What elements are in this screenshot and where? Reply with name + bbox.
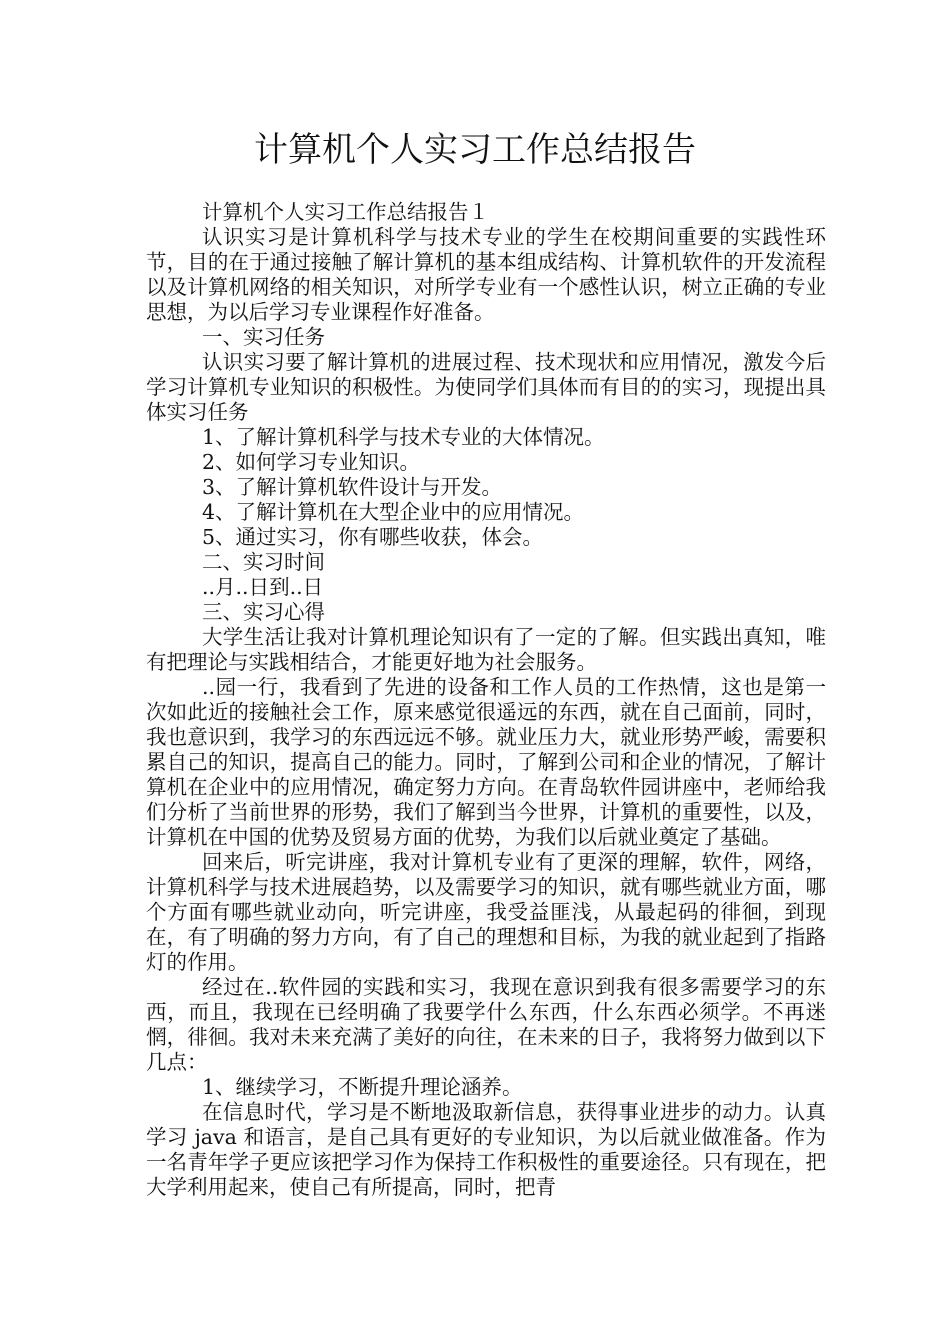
section-heading: 二、实习时间 (202, 550, 325, 574)
list-item: 4、了解计算机在大型企业中的应用情况。 (202, 500, 585, 524)
section-heading: 三、实习心得 (202, 600, 325, 624)
document-title: 计算机个人实习工作总结报告 (254, 130, 696, 170)
paragraph: 大学生活让我对计算机理论知识有了一定的了解。但实践出真知，唯有把理论与实践相结合，才能更好地为社会服务。 (146, 625, 826, 674)
list-item: 1、了解计算机科学与技术专业的大体情况。 (202, 425, 605, 449)
paragraph: 计算机个人实习工作总结报告１ (202, 200, 489, 224)
section-heading: 一、实习任务 (202, 325, 325, 349)
paragraph: 认识实习是计算机科学与技术专业的学生在校期间重要的实践性环节，目的在于通过接触了解计算机的基本组成结构、计算机软件的开发流程以及计算机网络的相关知识，对所学专业有一个感性认识，树立正确的专业思想，为以后学习专业课程作好准备。 (146, 225, 826, 324)
document-body (146, 200, 826, 1200)
paragraph: 经过在..软件园的实践和实习，我现在意识到我有很多需要学习的东西，而且，我现在已经明确了我要学什么东西，什么东西必须学。不再迷惘，徘徊。我对未来充满了美好的向往，在未来的日子，我将努力做到以下几点： (146, 975, 826, 1074)
list-item: 3、了解计算机软件设计与开发。 (202, 475, 503, 499)
paragraph: ..园一行，我看到了先进的设备和工作人员的工作热情，这也是第一次如此近的接触社会工作，原来感觉很遥远的东西，就在自己面前，同时，我也意识到，我学习的东西远远不够。就业压力大，就业形势严峻，需要积累自己的知识，提高自己的能力。同时，了解到公司和企业的情况，了解计算机在企业中的应用情况，确定努力方向。在青岛软件园讲座中，老师给我们分析了当前世界的形势，我们了解到当今世界，计算机的重要性，以及，计算机在中国的优势及贸易方面的优势，为我们以后就业奠定了基础。 (146, 675, 826, 849)
list-item: 2、如何学习专业知识。 (202, 450, 421, 474)
paragraph: 认识实习要了解计算机的进展过程、技术现状和应用情况，激发今后学习计算机专业知识的积极性。为使同学们具体而有目的的实习，现提出具体实习任务 (146, 350, 826, 424)
paragraph: 在信息时代，学习是不断地汲取新信息，获得事业进步的动力。认真学习 java 和语言，是自己具有更好的专业知识，为以后就业做准备。作为一名青年学子更应该把学习作为保持工作积极性的重要途径。只有现在，把大学利用起来，使自己有所提高，同时，把青 (146, 1100, 826, 1199)
list-item: 5、通过实习，你有哪些收获，体会。 (202, 525, 544, 549)
list-item: 1、继续学习，不断提升理论涵养。 (202, 1075, 523, 1099)
paragraph: 回来后，听完讲座，我对计算机专业有了更深的理解，软件，网络，计算机科学与技术进展趋势，以及需要学习的知识，就有哪些就业方面，哪个方面有哪些就业动向，听完讲座，我受益匪浅，从最起码的徘徊，到现在，有了明确的努力方向，有了自己的理想和目标，为我的就业起到了指路灯的作用。 (146, 850, 826, 974)
paragraph: ..月..日到..日 (202, 575, 324, 599)
